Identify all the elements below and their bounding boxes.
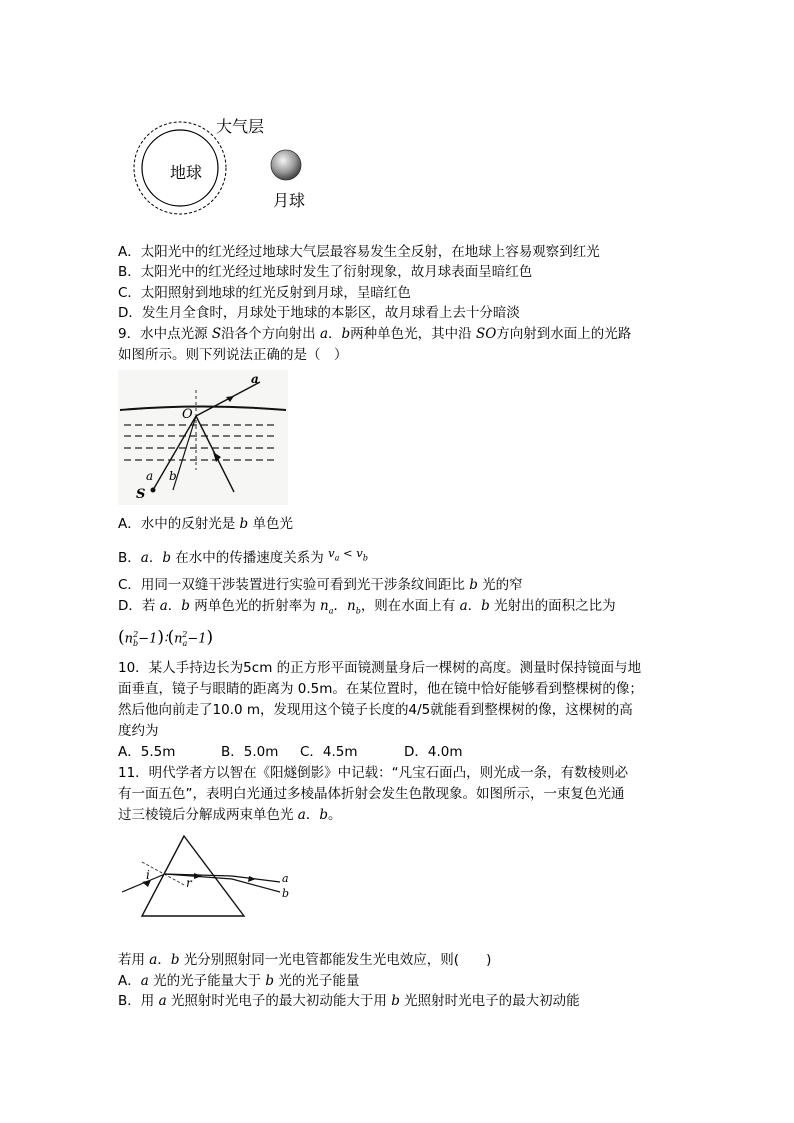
fig9-label-a-top: a	[251, 372, 259, 386]
earth-moon-figure	[130, 112, 330, 217]
q11-stem-line3: 过三棱镜后分解成两束单色光 a．b。	[118, 807, 342, 823]
fig11-label-b: b	[282, 887, 290, 900]
q9-option-c: C．用同一双缝干涉装置进行实验可看到光干涉条纹间距比 b 光的窄	[118, 577, 523, 593]
q9-stem-line2: 如图所示。则下列说法正确的是（ ）	[118, 347, 348, 363]
q10-stem-line3: 然后他向前走了10.0 m，发现用这个镜子长度的4/5就能看到整棵树的像，这棵树的高	[118, 702, 633, 718]
q9-option-a: A．水中的反射光是 b 单色光	[118, 516, 293, 532]
water-refraction-diagram	[118, 370, 288, 505]
q11-question: 若用 a．b 光分别照射同一光电管都能发生光电效应，则( )	[118, 952, 492, 968]
atmosphere-label: 大气层	[216, 117, 265, 136]
fig11-label-r: r	[186, 876, 192, 890]
q10-options	[118, 743, 463, 761]
q10-option-b: B．5.0m	[221, 744, 279, 760]
moon-label: 月球	[273, 191, 306, 210]
water-refraction-figure	[118, 370, 288, 505]
fig9-label-b-bottom: b	[169, 469, 177, 483]
area-ratio-formula: $(n_b^2-1)∶(n_a^2-1)$	[118, 627, 214, 648]
q10-option-d: D．4.0m	[404, 744, 463, 760]
q8-option-d: D．发生月全食时，月球处于地球的本影区，故月球看上去十分暗淡	[118, 305, 520, 321]
fig9-label-a-bottom: a	[146, 469, 154, 483]
q11-stem-line1: 11．明代学者方以智在《阳燧倒影》中记载：“凡宝石面凸，则光成一条，有数棱则必	[118, 765, 629, 781]
moon-sphere	[271, 150, 301, 180]
q8-option-c: C．太阳照射到地球的红光反射到月球，呈暗红色	[118, 285, 411, 301]
q9-option-b: B．a．b 在水中的传播速度关系为 $v_a < v_b$	[118, 546, 368, 566]
velocity-formula: $v_a < v_b$	[328, 546, 368, 563]
earth-label: 地球	[170, 163, 203, 182]
fig11-label-a: a	[282, 872, 289, 885]
q8-option-a: A．太阳光中的红光经过地球大气层最容易发生全反射，在地球上容易观察到红光	[118, 244, 600, 260]
q10-stem-line4: 度约为	[118, 723, 159, 739]
q11-stem-line2: 有一面五色”，表明白光通过多棱晶体折射会发生色散现象。如图所示，一束复色光通	[118, 786, 625, 802]
q10-stem-line2: 面垂直，镜子与眼睛的距离为 0.5m。在某位置时，他在镜中恰好能够看到整棵树的像；	[118, 681, 643, 697]
fig11-label-i: i	[146, 868, 150, 882]
prism-figure	[122, 832, 302, 922]
q8-option-b: B．太阳光中的红光经过地球时发生了衍射现象，故月球表面呈暗红色	[118, 264, 533, 280]
fig9-label-O: O	[182, 407, 193, 422]
q9-stem-line1: 9．水中点光源 S沿各个方向射出 a．b两种单色光，其中沿 SO方向射到水面上的光路	[118, 326, 632, 342]
fig9-label-S: S	[136, 487, 146, 502]
q10-option-c: C．4.5m	[300, 744, 358, 760]
q10-option-a: A．5.5m	[118, 744, 176, 760]
q9-option-d: D．若 a．b 两单色光的折射率为 $n_a$．$n_b$，则在水面上有 a．b 光射出的面积之比为	[118, 598, 616, 616]
q11-option-b: B．用 a 光照射时光电子的最大初动能大于用 b 光照射时光电子的最大初动能	[118, 993, 580, 1009]
q11-option-a: A．a 光的光子能量大于 b 光的光子能量	[118, 973, 360, 989]
q10-stem-line1: 10．某人手持边长为5cm 的正方形平面镜测量身后一棵树的高度。测量时保持镜面与地	[118, 660, 642, 676]
